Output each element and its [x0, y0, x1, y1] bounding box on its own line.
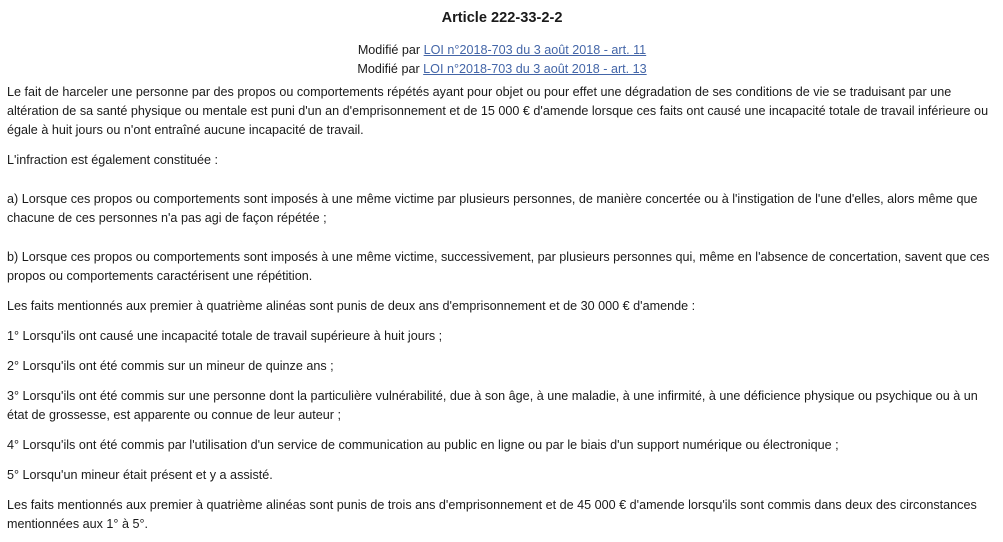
modification-line — [7, 60, 997, 79]
modification-prefix: Modifié par — [357, 43, 421, 57]
paragraph-main-offense: Le fait de harceler une personne par des propos ou comportements répétés ayant pour objet ou pour effet une dégradation de ses conditions de vie se traduisant par une altération de sa santé physique ou mentale est puni d'un an d'emprisonnement et de 15 000 € d'amende lorsque ces faits ont causé une incapacité totale de travail inférieure ou égale à huit jours ou n'ont entraîné aucune incapacité de travail. — [7, 85, 989, 137]
law-link-art-13[interactable]: LOI n°2018-703 du 3 août 2018 - art. 13 — [423, 62, 647, 76]
paragraph-case-a: a) Lorsque ces propos ou comportements sont imposés à une même victime par plusieurs personnes, de manière concertée ou à l'instigation de l'une d'elles, alors même que chacune de ces personnes n'a pas agi de façon répétée ; — [7, 192, 978, 225]
law-link-art-11[interactable]: LOI n°2018-703 du 3 août 2018 - art. 11 — [423, 43, 647, 57]
modification-line — [7, 41, 997, 60]
paragraph-also-constituted: L'infraction est également constituée : — [7, 153, 219, 167]
list-item-1: 1° Lorsqu'ils ont causé une incapacité totale de travail supérieure à huit jours ; — [7, 329, 443, 343]
list-item-4: 4° Lorsqu'ils ont été commis par l'utilisation d'un service de communication au public en ligne ou par le biais d'un support numérique ou électronique ; — [7, 438, 839, 452]
paragraph-aggravated-penalty: Les faits mentionnés aux premier à quatrième alinéas sont punis de deux ans d'emprisonnement et de 30 000 € d'amende : — [7, 299, 696, 313]
list-item-2: 2° Lorsqu'ils ont été commis sur un mineur de quinze ans ; — [7, 359, 334, 373]
list-item-5: 5° Lorsqu'un mineur était présent et y a assisté. — [7, 468, 273, 482]
paragraph-case-b: b) Lorsque ces propos ou comportements sont imposés à une même victime, successivement, par plusieurs personnes qui, même en l'absence de concertation, savent que ces propos ou comportements caractérisent une répétition. — [7, 250, 990, 283]
paragraph-doubly-aggravated: Les faits mentionnés aux premier à quatrième alinéas sont punis de trois ans d'emprisonnement et de 45 000 € d'amende lorsqu'ils sont commis dans deux des circonstances mentionnées aux 1° à 5°. — [7, 498, 977, 531]
modification-list — [7, 41, 997, 79]
list-item-3: 3° Lorsqu'ils ont été commis sur une personne dont la particulière vulnérabilité, due à son âge, à une maladie, à une infirmité, à une déficience physique ou psychique ou à un état de grossesse, est apparente ou connue de leur auteur ; — [7, 389, 978, 422]
article-title: Article 222-33-2-2 — [441, 10, 563, 26]
modification-prefix: Modifié par — [357, 62, 420, 76]
